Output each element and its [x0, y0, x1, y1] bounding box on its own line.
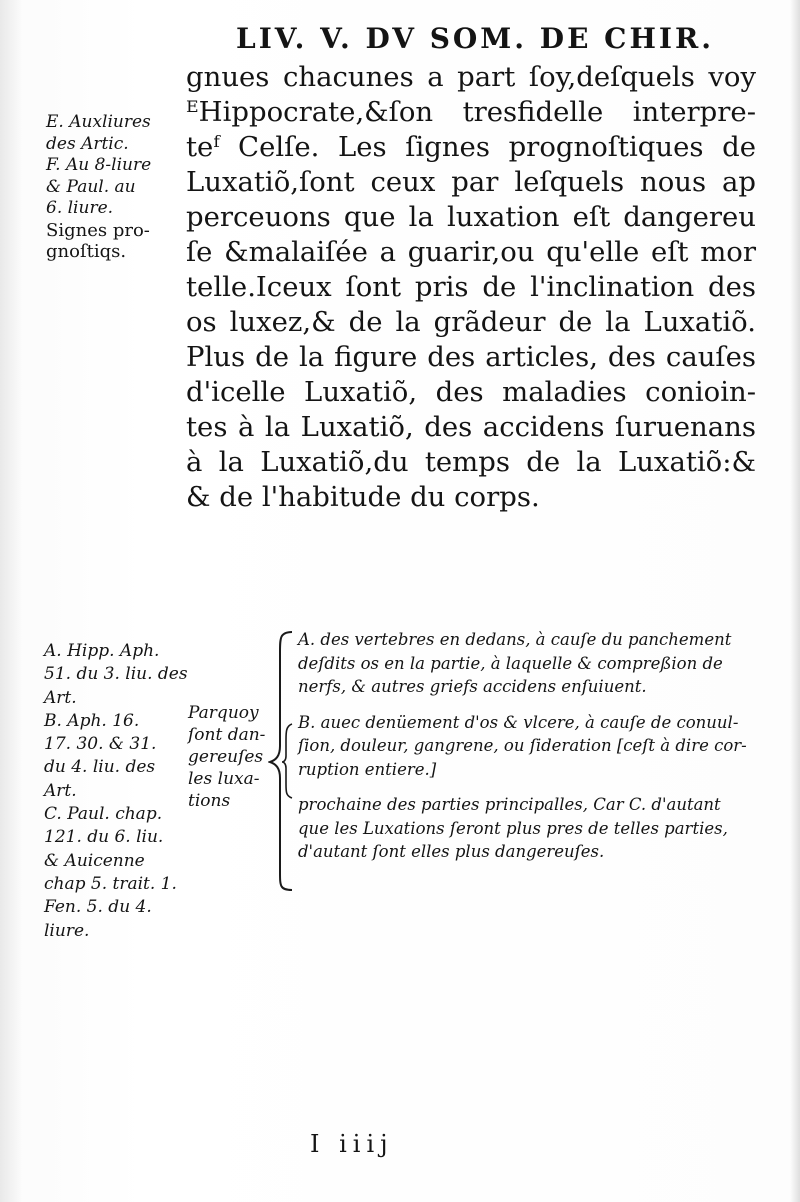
margin-note-line: 6. liure.	[46, 198, 114, 218]
margin-note-line: F. Au 8-liure	[46, 155, 152, 175]
margin-note-line: & Auicenne	[44, 850, 145, 871]
text-line: ᴱHippocrate,&ſon tresfidelle interpre-	[186, 96, 756, 128]
page-edge-shadow	[790, 0, 800, 1202]
subnote-line: prochaine des parties principalles, Car C. d'autant	[298, 795, 721, 814]
margin-note-line: C. Paul. chap.	[44, 804, 163, 825]
bracket-heading-line: gereuſes	[188, 747, 264, 767]
subnotes-block	[298, 628, 763, 864]
margin-note-line: A. Hipp. Aph.	[44, 641, 160, 661]
margin-note-line: & Paul. au	[46, 176, 136, 197]
margin-note-line: 17. 30. & 31.	[44, 734, 157, 755]
margin-note-line: Art.	[44, 687, 77, 708]
margin-note-line: chap 5. trait. 1.	[44, 873, 177, 894]
bracket-heading	[188, 702, 268, 812]
text-line: telle.Iceux ſont pris de l'inclination des	[186, 271, 756, 303]
subnote-line: nerfs, & autres griefs accidens enſuiuent.	[298, 677, 647, 696]
text-line: Plus de la figure des articles, des cauſes	[186, 341, 756, 373]
text-line: d'icelle Luxatiõ, des maladies conioin-	[186, 376, 756, 408]
margin-note-line: Art.	[44, 780, 77, 801]
text-line: os luxez,& de la grãdeur de la Luxatiõ.	[186, 306, 756, 338]
curly-brace-icon	[268, 628, 298, 893]
running-head: LIV. V. DV SOM. DE CHIR.	[236, 22, 715, 55]
margin-note-line: liure.	[44, 920, 90, 941]
text-line: Luxatiõ,ſont ceux par leſquels nous ap	[186, 166, 756, 198]
text-line: perceuons que la luxation eſt dangereu	[186, 201, 756, 233]
bracket-heading-line: Parquoy	[188, 703, 259, 723]
text-line: & de l'habitude du corps.	[186, 481, 540, 513]
text-line: à la Luxatiõ,du temps de la Luxatiõ:&	[186, 446, 756, 478]
subnote-line: ruption entiere.]	[298, 759, 437, 779]
text-line: teᶠ Celſe. Les ſignes prognoſtiques de	[186, 131, 756, 163]
subnote-line: que les Luxations ſeront plus pres de telles parties,	[298, 818, 728, 838]
margin-note-line: gnoſtiqs.	[46, 241, 127, 262]
margin-note-line: 121. du 6. liu.	[44, 827, 164, 848]
page-gutter-shadow	[0, 0, 22, 1202]
subnote-line: A. des vertebres en dedans, à cauſe du panchement	[298, 630, 732, 649]
text-line: gnues chacunes a part ſoy,deſquels voy	[186, 61, 756, 93]
bracket-heading-line: les luxa-	[188, 769, 260, 789]
subnote-line: ſion, douleur, gangrene, ou ſideration [ceſt à dire cor-	[298, 736, 747, 755]
margin-note-line: des Artic.	[46, 133, 129, 154]
subnote-line: deſdits os en la partie, à laquelle & compreßion de	[298, 653, 723, 673]
margin-note-line: E. Auxliures	[46, 112, 151, 132]
bracket-heading-line: ſont dan-	[188, 725, 266, 745]
subnote-line: B. auec denüement d'os & vlcere, à cauſe de conuul-	[298, 712, 739, 732]
margin-note-line: 51. du 3. liu. des	[44, 664, 188, 685]
main-text-block	[186, 60, 756, 515]
text-line: ſe &malaiſée a guarir,ou qu'elle eſt mor	[186, 236, 756, 268]
bracket-heading-line: tions	[188, 791, 231, 811]
margin-note-line: Fen. 5. du 4.	[44, 897, 152, 918]
margin-notes-bottom	[44, 640, 188, 943]
subnote-line: d'autant ſont elles plus dangereuſes.	[298, 842, 605, 861]
margin-notes-top	[46, 112, 186, 263]
margin-note-line: B. Aph. 16.	[44, 710, 140, 731]
signature-mark: I iiij	[310, 1130, 394, 1158]
margin-note-line: Signes pro-	[46, 219, 150, 241]
text-line: tes à la Luxatiõ, des accidens ſuruenans	[186, 411, 756, 443]
margin-note-line: du 4. liu. des	[44, 757, 156, 778]
